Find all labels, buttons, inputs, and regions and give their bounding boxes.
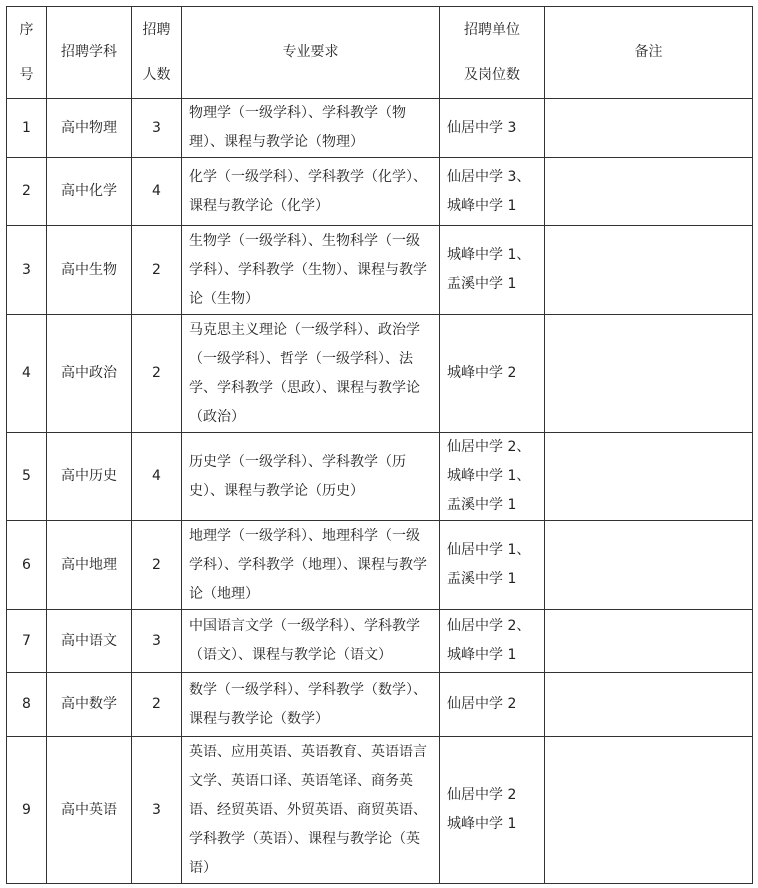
row-no: 3 xyxy=(7,226,47,315)
unit-line: 盂溪中学 1 xyxy=(447,276,517,292)
row-subject: 高中语文 xyxy=(47,610,132,673)
unit-line: 盂溪中学 1 xyxy=(447,497,517,513)
row-subject: 高中化学 xyxy=(47,158,132,226)
header-unit-line2: 及岗位数 xyxy=(464,66,520,83)
row-no: 2 xyxy=(7,158,47,226)
row-remark xyxy=(545,315,753,433)
row-major: 历史学（一级学科）、学科教学（历史）、课程与教学论（历史） xyxy=(182,433,440,521)
row-major: 马克思主义理论（一级学科）、政治学（一级学科）、哲学（一级学科）、法学、学科教学（思政）、课程与教学论（政治） xyxy=(182,315,440,433)
table-row xyxy=(7,433,753,521)
unit-line: 仙居中学 2 xyxy=(447,696,517,712)
row-subject: 高中物理 xyxy=(47,99,132,158)
unit-line: 仙居中学 2、 xyxy=(447,439,531,455)
row-units xyxy=(440,226,545,315)
row-count: 3 xyxy=(132,737,182,884)
unit-line: 城峰中学 2 xyxy=(447,365,517,381)
row-no: 4 xyxy=(7,315,47,433)
row-major: 数学（一级学科）、学科教学（数学）、课程与教学论（数学） xyxy=(182,673,440,737)
row-subject: 高中地理 xyxy=(47,521,132,610)
row-count: 4 xyxy=(132,433,182,521)
header-count-line2: 人数 xyxy=(142,66,171,83)
row-count: 4 xyxy=(132,158,182,226)
table-row xyxy=(7,158,753,226)
unit-line: 仙居中学 3、 xyxy=(447,168,531,185)
header-unit xyxy=(440,7,545,99)
row-count: 2 xyxy=(132,226,182,315)
unit-line: 城峰中学 1 xyxy=(447,647,517,663)
row-remark xyxy=(545,521,753,610)
row-units xyxy=(440,158,545,226)
row-remark xyxy=(545,737,753,884)
unit-line: 仙居中学 2、 xyxy=(447,618,531,634)
row-remark xyxy=(545,99,753,158)
unit-line: 城峰中学 1、 xyxy=(447,468,531,484)
row-count: 3 xyxy=(132,610,182,673)
header-major: 专业要求 xyxy=(182,7,440,99)
header-row xyxy=(7,7,753,99)
recruitment-table xyxy=(6,6,753,884)
table-row xyxy=(7,673,753,737)
header-no-line1: 序 xyxy=(19,21,34,38)
row-remark xyxy=(545,610,753,673)
row-units xyxy=(440,521,545,610)
row-units xyxy=(440,610,545,673)
table-row xyxy=(7,521,753,610)
row-major: 地理学（一级学科）、地理科学（一级学科）、学科教学（地理）、课程与教学论（地理） xyxy=(182,521,440,610)
unit-line: 城峰中学 1 xyxy=(447,816,517,832)
unit-line: 仙居中学 2 xyxy=(447,787,517,803)
row-major: 中国语言文学（一级学科）、学科教学（语文）、课程与教学论（语文） xyxy=(182,610,440,673)
row-major: 生物学（一级学科）、生物科学（一级学科）、学科教学（生物）、课程与教学论（生物） xyxy=(182,226,440,315)
row-units xyxy=(440,315,545,433)
row-remark xyxy=(545,673,753,737)
unit-line: 城峰中学 1 xyxy=(447,197,517,214)
table-row xyxy=(7,610,753,673)
row-major: 物理学（一级学科）、学科教学（物理）、课程与教学论（物理） xyxy=(182,99,440,158)
row-major: 英语、应用英语、英语教育、英语语言文学、英语口译、英语笔译、商务英语、经贸英语、外贸英语、商贸英语、学科教学（英语）、课程与教学论（英语） xyxy=(182,737,440,884)
row-units xyxy=(440,737,545,884)
row-no: 6 xyxy=(7,521,47,610)
table-row xyxy=(7,99,753,158)
unit-line: 城峰中学 1、 xyxy=(447,247,531,263)
header-count-line1: 招聘 xyxy=(142,21,171,38)
row-no: 9 xyxy=(7,737,47,884)
row-no: 7 xyxy=(7,610,47,673)
row-remark xyxy=(545,158,753,226)
row-remark xyxy=(545,433,753,521)
table-row xyxy=(7,737,753,884)
table-row xyxy=(7,315,753,433)
header-count xyxy=(132,7,182,99)
row-count: 2 xyxy=(132,673,182,737)
row-no: 5 xyxy=(7,433,47,521)
row-count: 2 xyxy=(132,521,182,610)
row-subject: 高中数学 xyxy=(47,673,132,737)
unit-line: 盂溪中学 1 xyxy=(447,571,517,587)
unit-line: 仙居中学 3 xyxy=(447,119,517,136)
row-units xyxy=(440,673,545,737)
row-count: 2 xyxy=(132,315,182,433)
row-units xyxy=(440,99,545,158)
header-no-line2: 号 xyxy=(19,66,34,83)
row-subject: 高中历史 xyxy=(47,433,132,521)
row-subject: 高中生物 xyxy=(47,226,132,315)
header-remark: 备注 xyxy=(545,7,753,99)
row-no: 1 xyxy=(7,99,47,158)
row-units xyxy=(440,433,545,521)
row-major: 化学（一级学科）、学科教学（化学）、课程与教学论（化学） xyxy=(182,158,440,226)
row-count: 3 xyxy=(132,99,182,158)
row-subject: 高中英语 xyxy=(47,737,132,884)
header-subject: 招聘学科 xyxy=(47,7,132,99)
row-remark xyxy=(545,226,753,315)
unit-line: 仙居中学 1、 xyxy=(447,542,531,558)
table-row xyxy=(7,226,753,315)
row-subject: 高中政治 xyxy=(47,315,132,433)
header-no xyxy=(7,7,47,99)
header-unit-line1: 招聘单位 xyxy=(464,21,520,38)
row-no: 8 xyxy=(7,673,47,737)
